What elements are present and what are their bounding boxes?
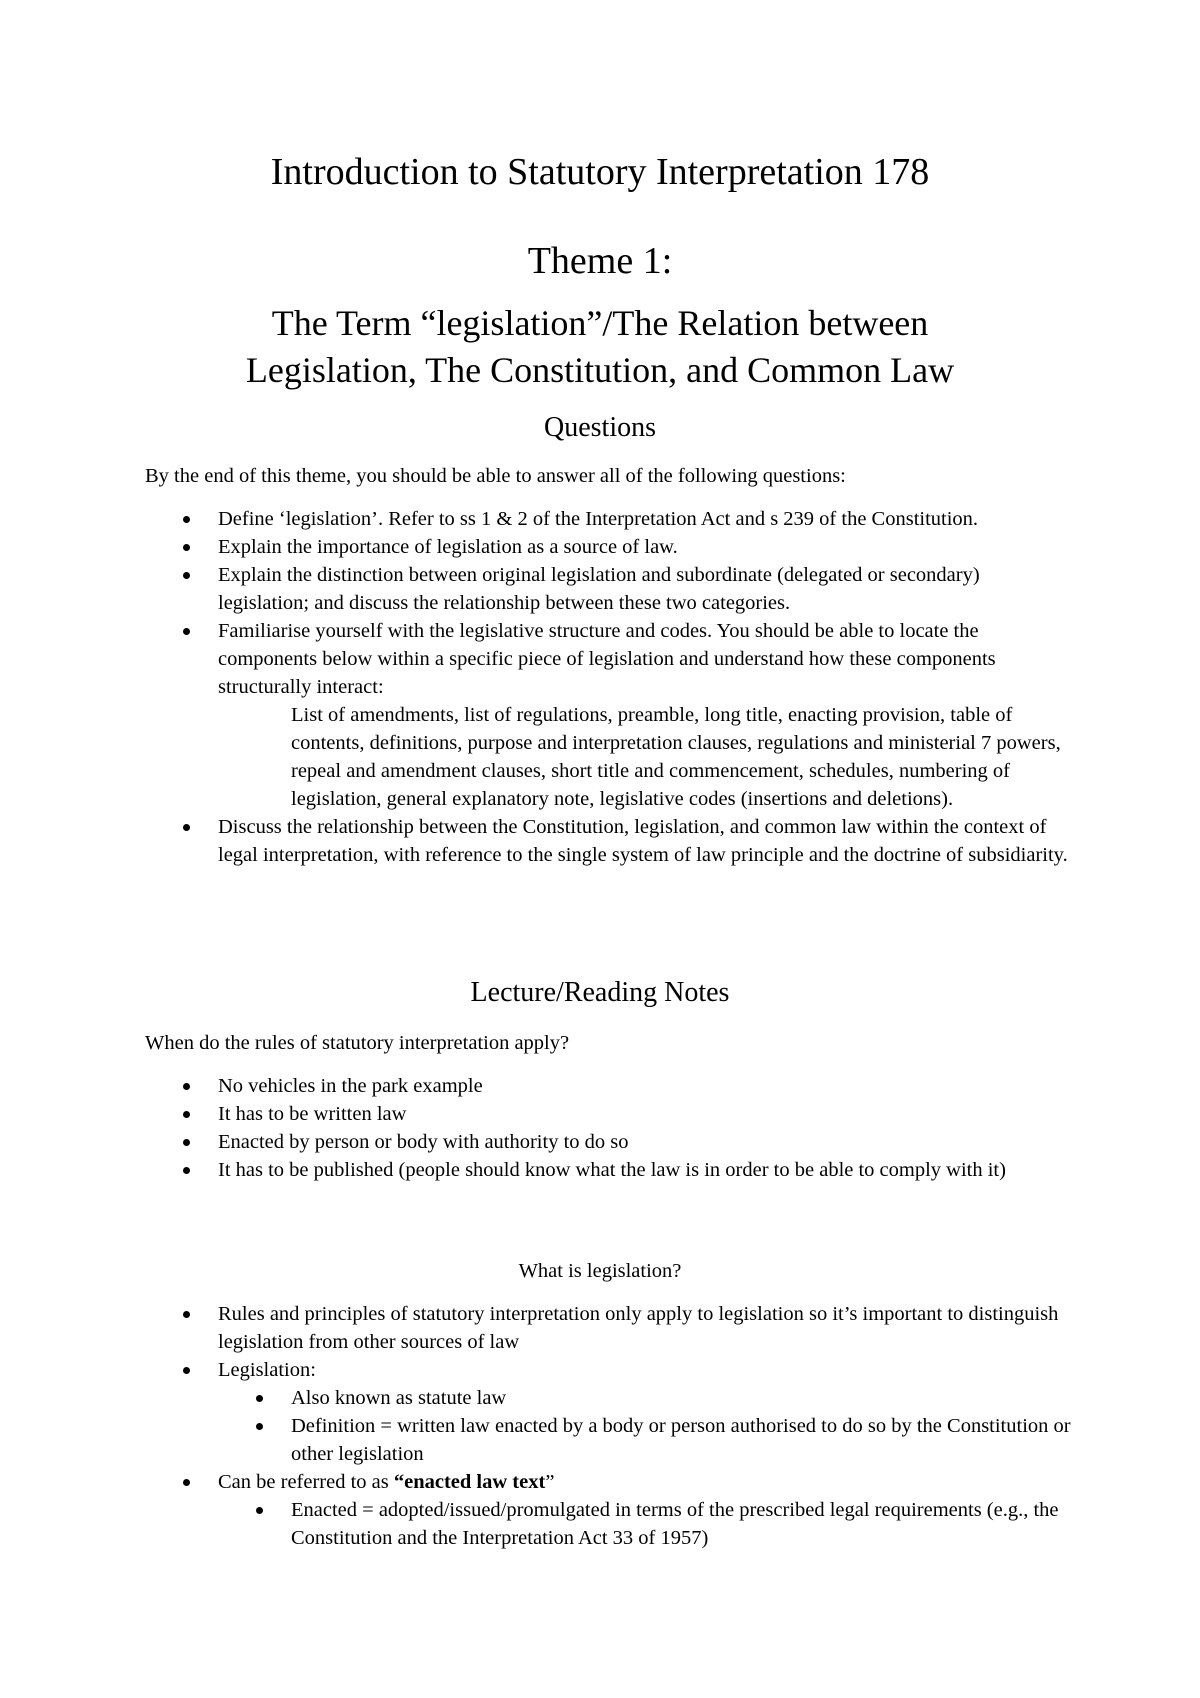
subtitle-line-2: Legislation, The Constitution, and Common Law [245, 350, 955, 390]
bullet-icon [183, 1479, 190, 1486]
list-item: It has to be published (people should know what the law is in order to be able to comply with it) [0, 1156, 1068, 1184]
bullet-icon [183, 1111, 190, 1118]
bullet-icon [183, 544, 190, 551]
sub-list-item: Also known as statute law [0, 1384, 1071, 1412]
questions-heading: Questions [544, 412, 656, 443]
notes-heading: Lecture/Reading Notes [470, 977, 730, 1008]
list-item: No vehicles in the park example [0, 1072, 1068, 1100]
sub-list-item: Enacted = adopted/issued/promulgated in terms of the prescribed legal requirements (e.g., the Constitution and the Interpretation Act 33 of 1957) [0, 1496, 1071, 1552]
bullet-icon [183, 1167, 190, 1174]
notes-question: When do the rules of statutory interpretation apply? [145, 1032, 570, 1054]
list-item: Explain the importance of legislation as a source of law. [0, 533, 1068, 561]
list-item: Rules and principles of statutory interpretation only apply to legislation so it’s important to distinguish legislation from other sources of law [0, 1300, 1068, 1356]
bullet-icon [183, 1139, 190, 1146]
bullet-icon [183, 824, 190, 831]
bullet-icon [183, 1083, 190, 1090]
list-item: Explain the distinction between original legislation and subordinate (delegated or secondary) legislation; and discuss the relationship between these two categories. [0, 561, 1068, 617]
what-is-legislation-heading: What is legislation? [518, 1260, 682, 1282]
document-title: Introduction to Statutory Interpretation 178 [270, 151, 930, 193]
bullet-icon [183, 1311, 190, 1318]
list-item: Legislation: [0, 1356, 1068, 1384]
bullet-icon [183, 628, 190, 635]
notes-list [0, 1072, 1200, 1184]
list-item: Discuss the relationship between the Constitution, legislation, and common law within the context of legal interpretation, with reference to the single system of law principle and the doctrine of subsidiarity. [0, 813, 1068, 869]
list-item: Familiarise yourself with the legislative structure and codes. You should be able to locate the components below within a specific piece of legislation and understand how these components structurally interact: [0, 617, 1068, 701]
bullet-icon [256, 1423, 263, 1430]
components-text: List of amendments, list of regulations, preamble, long title, enacting provision, table of contents, definitions, purpose and interpretation clauses, regulations and ministerial 7 powers, repeal and amendment clauses, short title and commencement, schedules, numbering of legislation, general explanatory note, legislative codes (insertions and deletions). [291, 704, 1061, 810]
bullet-icon [183, 572, 190, 579]
components-block [0, 701, 1200, 813]
bullet-icon [183, 1367, 190, 1374]
theme-heading: Theme 1: [527, 240, 673, 282]
bullet-icon [183, 516, 190, 523]
list-item: Can be referred to as “enacted law text” [0, 1468, 1068, 1496]
list-item: Enacted by person or body with authority to do so [0, 1128, 1068, 1156]
bullet-icon [256, 1507, 263, 1514]
bullet-icon [256, 1395, 263, 1402]
list-item: Define ‘legislation’. Refer to ss 1 & 2 of the Interpretation Act and s 239 of the Constitution. [0, 505, 1068, 533]
list-item: It has to be written law [0, 1100, 1068, 1128]
questions-list [0, 505, 1200, 869]
legislation-list [0, 1300, 1200, 1552]
sub-list-item: Definition = written law enacted by a body or person authorised to do so by the Constitution or other legislation [0, 1412, 1071, 1468]
questions-intro: By the end of this theme, you should be able to answer all of the following questions: [145, 465, 846, 487]
enacted-law-text-bold: “enacted law text [393, 1471, 546, 1493]
subtitle-line-1: The Term “legislation”/The Relation between [271, 303, 929, 343]
theme-subtitle [0, 300, 1200, 394]
